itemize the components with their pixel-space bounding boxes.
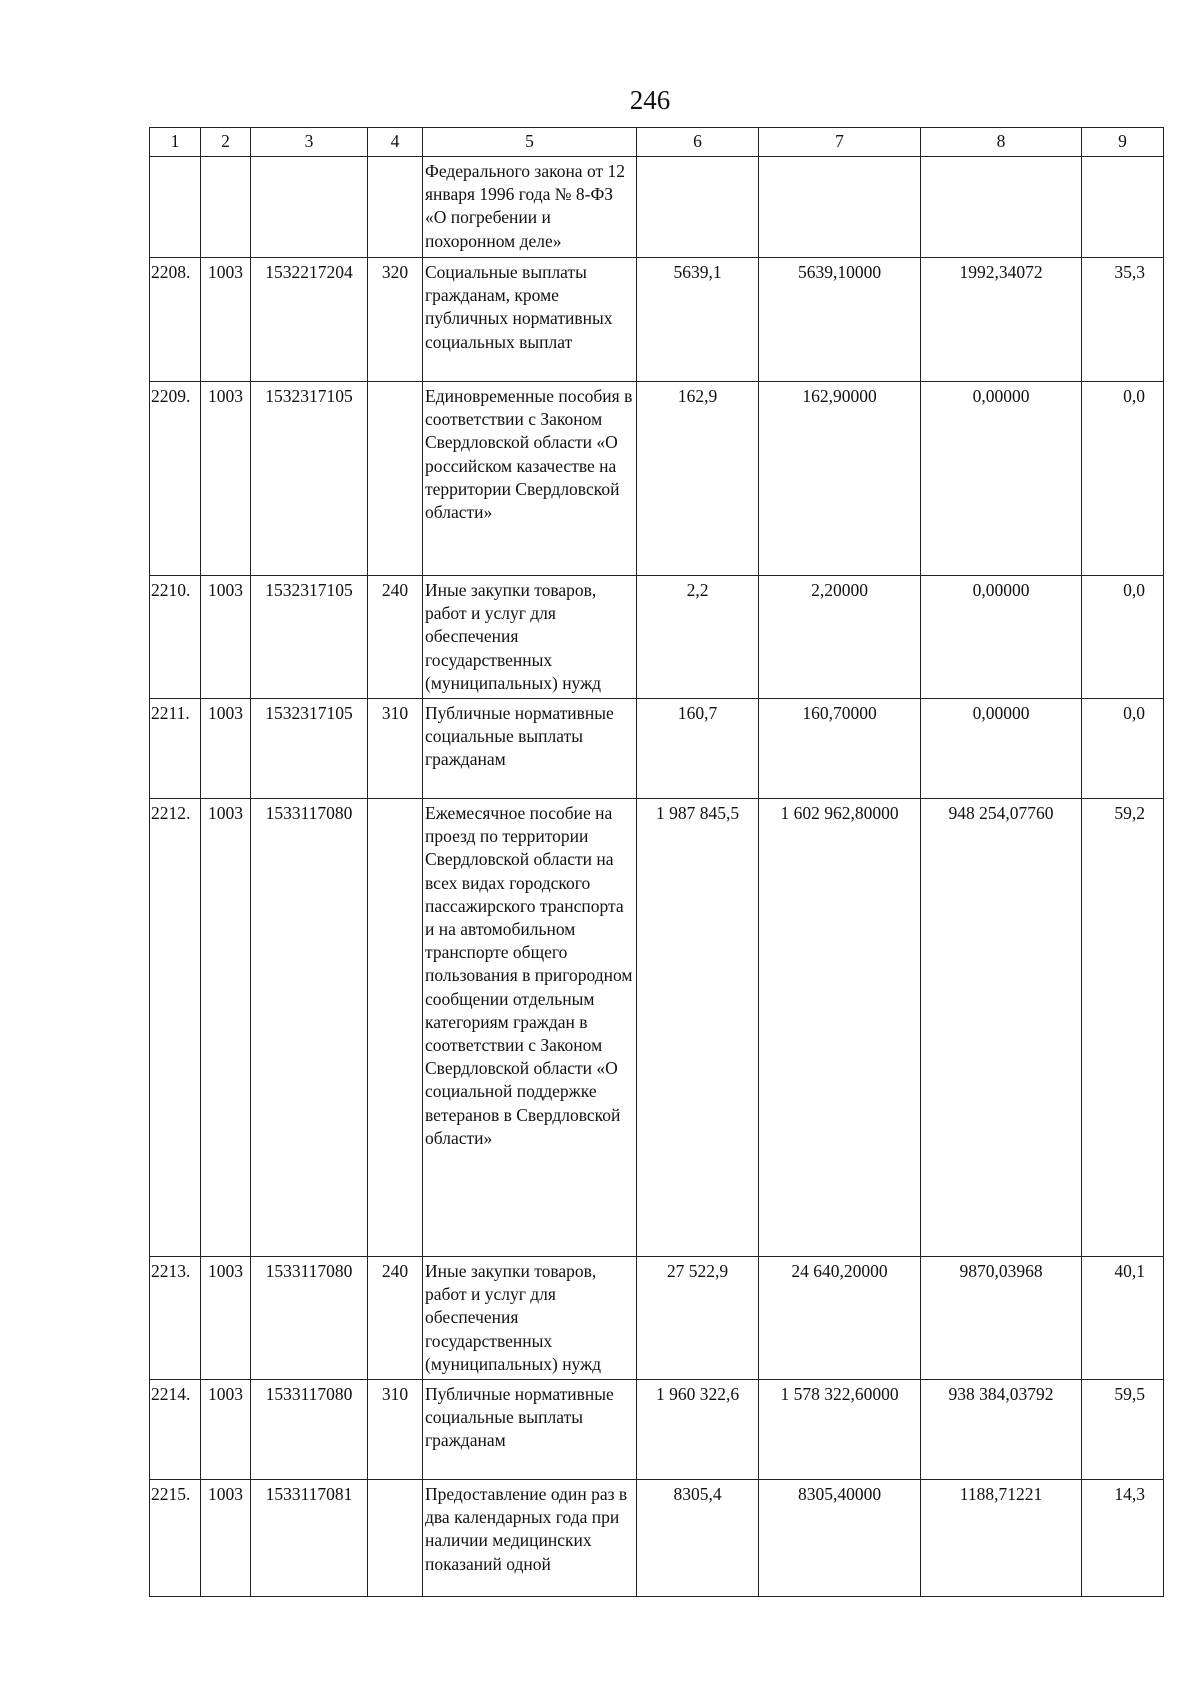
section-code: 1003 [201,699,251,799]
approved-amount: 24 640,20000 [759,1257,921,1380]
item-name: Публичные нормативные социальные выплаты гражданам [423,1380,637,1480]
execution-percent: 59,2 [1082,799,1164,1257]
table-row [150,1257,1164,1380]
target-code [251,157,368,258]
header-col-6: 6 [637,128,759,157]
planned-amount: 8305,4 [637,1480,759,1597]
planned-amount: 162,9 [637,382,759,576]
target-code: 1533117080 [251,799,368,1257]
expense-kind-code: 310 [368,699,423,799]
approved-amount: 8305,40000 [759,1480,921,1597]
approved-amount: 162,90000 [759,382,921,576]
execution-percent: 35,3 [1082,258,1164,382]
planned-amount: 27 522,9 [637,1257,759,1380]
row-number: 2212. [150,799,201,1257]
planned-amount: 1 987 845,5 [637,799,759,1257]
approved-amount: 1 602 962,80000 [759,799,921,1257]
expense-kind-code [368,799,423,1257]
target-code: 1532217204 [251,258,368,382]
approved-amount: 1 578 322,60000 [759,1380,921,1480]
execution-percent: 0,0 [1082,576,1164,699]
execution-percent: 40,1 [1082,1257,1164,1380]
planned-amount: 5639,1 [637,258,759,382]
header-col-3: 3 [251,128,368,157]
target-code: 1532317105 [251,699,368,799]
approved-amount: 5639,10000 [759,258,921,382]
target-code: 1533117080 [251,1257,368,1380]
section-code: 1003 [201,1380,251,1480]
header-row [150,128,1164,157]
execution-percent [1082,157,1164,258]
row-number: 2209. [150,382,201,576]
executed-amount: 0,00000 [921,699,1082,799]
header-col-8: 8 [921,128,1082,157]
planned-amount: 1 960 322,6 [637,1380,759,1480]
expense-kind-code [368,1480,423,1597]
table-row [150,699,1164,799]
target-code: 1533117080 [251,1380,368,1480]
expense-kind-code: 310 [368,1380,423,1480]
expense-kind-code: 320 [368,258,423,382]
executed-amount: 1992,34072 [921,258,1082,382]
executed-amount: 0,00000 [921,576,1082,699]
row-number: 2215. [150,1480,201,1597]
expense-kind-code: 240 [368,1257,423,1380]
section-code [201,157,251,258]
header-col-4: 4 [368,128,423,157]
table-row [150,1380,1164,1480]
execution-percent: 14,3 [1082,1480,1164,1597]
header-col-1: 1 [150,128,201,157]
target-code: 1532317105 [251,576,368,699]
table-row [150,157,1164,258]
executed-amount: 0,00000 [921,382,1082,576]
section-code: 1003 [201,382,251,576]
expense-kind-code [368,157,423,258]
table-row [150,799,1164,1257]
planned-amount: 2,2 [637,576,759,699]
row-number: 2211. [150,699,201,799]
row-number: 2213. [150,1257,201,1380]
section-code: 1003 [201,1257,251,1380]
item-name: Иные закупки товаров, работ и услуг для обеспечения государственных (муниципальных) нужд [423,1257,637,1380]
expense-kind-code: 240 [368,576,423,699]
item-name: Предоставление один раз в два календарных года при наличии медицинских показаний одной [423,1480,637,1597]
section-code: 1003 [201,258,251,382]
target-code: 1533117081 [251,1480,368,1597]
item-name: Публичные нормативные социальные выплаты гражданам [423,699,637,799]
approved-amount [759,157,921,258]
approved-amount: 2,20000 [759,576,921,699]
executed-amount: 938 384,03792 [921,1380,1082,1480]
header-col-7: 7 [759,128,921,157]
item-name: Единовременные пособия в соответствии с Законом Свердловской области «О российском казачестве на территории Свердловской области» [423,382,637,576]
execution-percent: 59,5 [1082,1380,1164,1480]
table-row [150,258,1164,382]
header-col-9: 9 [1082,128,1164,157]
planned-amount [637,157,759,258]
item-name: Федерального закона от 12 января 1996 года № 8-ФЗ «О погребении и похоронном деле» [423,157,637,258]
row-number: 2210. [150,576,201,699]
item-name: Иные закупки товаров, работ и услуг для обеспечения государственных (муниципальных) нужд [423,576,637,699]
executed-amount [921,157,1082,258]
executed-amount: 9870,03968 [921,1257,1082,1380]
row-number: 2214. [150,1380,201,1480]
header-col-2: 2 [201,128,251,157]
section-code: 1003 [201,799,251,1257]
table-row [150,382,1164,576]
executed-amount: 948 254,07760 [921,799,1082,1257]
section-code: 1003 [201,576,251,699]
row-number: 2208. [150,258,201,382]
expense-kind-code [368,382,423,576]
budget-table [149,127,1164,1597]
header-col-5: 5 [423,128,637,157]
table-row [150,1480,1164,1597]
page-number: 246 [629,85,671,115]
item-name: Ежемесячное пособие на проезд по территории Свердловской области на всех видах городского пассажирского транспорта и на автомобильном транспорте общего пользования в пригородном сообщении отдельным категориям граждан в соответствии с Законом Свердловской области «О социальной поддержке ветеранов в Свердловской области» [423,799,637,1257]
section-code: 1003 [201,1480,251,1597]
executed-amount: 1188,71221 [921,1480,1082,1597]
table-row [150,576,1164,699]
execution-percent: 0,0 [1082,699,1164,799]
planned-amount: 160,7 [637,699,759,799]
target-code: 1532317105 [251,382,368,576]
approved-amount: 160,70000 [759,699,921,799]
item-name: Социальные выплаты гражданам, кроме публичных нормативных социальных выплат [423,258,637,382]
row-number [150,157,201,258]
execution-percent: 0,0 [1082,382,1164,576]
